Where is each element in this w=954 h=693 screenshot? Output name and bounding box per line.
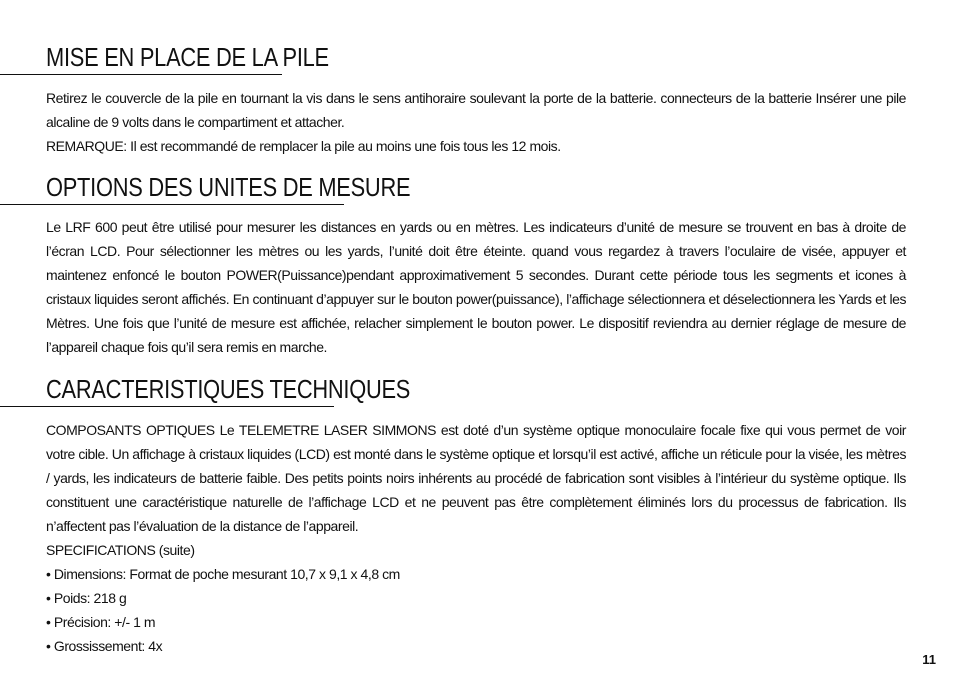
paragraph: Retirez le couvercle de la pile en tournant la vis dans le sens antihoraire soulevant la porte de la batterie. connecteurs de la batterie Insérer une pile alcaline de 9 volts dans le compartiment et attacher. [46, 90, 906, 130]
spec-item: • Précision: +/- 1 m [46, 614, 156, 630]
paragraph: Le LRF 600 peut être utilisé pour mesurer les distances en yards ou en mètres. Les indicateurs d’unité de mesure se trouvent en bas à droite de l’écran LCD. Pour sélectionner les mètres ou les yards, l’unité doit être éteinte. quand vous regardez à travers l’oculaire de visée, appuyer et maintenez enfoncé le bouton POWER(Puissance)pendant approximativement 5 secondes. Durant cette période tous les segments et icones à cristaux liquides seront affichés. En continuant d’appuyer sur le bouton power(puissance), l’affichage sélectionnera et déselectionnera les Yards et les Mètres. Une fois que l’unité de mesure est affichée, relacher simplement le bouton power. Le dispositif reviendra au dernier réglage de mesure de l’appareil chaque fois qu’il sera remis en marche. [46, 219, 906, 355]
paragraph: COMPOSANTS OPTIQUES Le TELEMETRE LASER SIMMONS est doté d’un système optique monoculaire focale fixe qui vous permet de voir votre cible. Un affichage à cristaux liquides (LCD) est monté dans le système optique et lorsqu’il est activé, affiche un réticule pour la visée, les mètres / yards, les indicateurs de batterie faible. Des petits points noirs inhérents au procédé de fabrication sont visibles à l’intérieur du système optique. Ils constituent une caractéristique naturelle de l’affichage LCD et ne peuvent pas être complètement éliminés lors du processus de fabrication. Ils n’affectent pas l’évaluation de la distance de l’appareil. [46, 422, 906, 534]
heading-underline [0, 374, 411, 407]
section-title: MISE EN PLACE DE LA PILE [46, 42, 329, 72]
heading-underline [0, 172, 411, 205]
section-title: OPTIONS DES UNITES DE MESURE [46, 172, 411, 202]
spec-heading: SPECIFICATIONS (suite) [46, 542, 195, 558]
page-number: 11 [922, 652, 936, 667]
heading-underline [0, 42, 329, 75]
section-specs [0, 374, 954, 407]
paragraph: REMARQUE: Il est recommandé de remplacer la pile au moins une fois tous les 12 mois. [46, 138, 561, 154]
section-units [0, 172, 954, 205]
spec-item: • Poids: 218 g [46, 590, 127, 606]
section-title: CARACTERISTIQUES TECHNIQUES [46, 374, 411, 404]
spec-item: • Dimensions: Format de poche mesurant 10,7 x 9,1 x 4,8 cm [46, 566, 400, 582]
section-battery [0, 42, 954, 75]
section-body [46, 215, 906, 359]
section-body [46, 86, 906, 158]
section-body [46, 418, 906, 658]
spec-item: • Grossissement: 4x [46, 638, 163, 654]
